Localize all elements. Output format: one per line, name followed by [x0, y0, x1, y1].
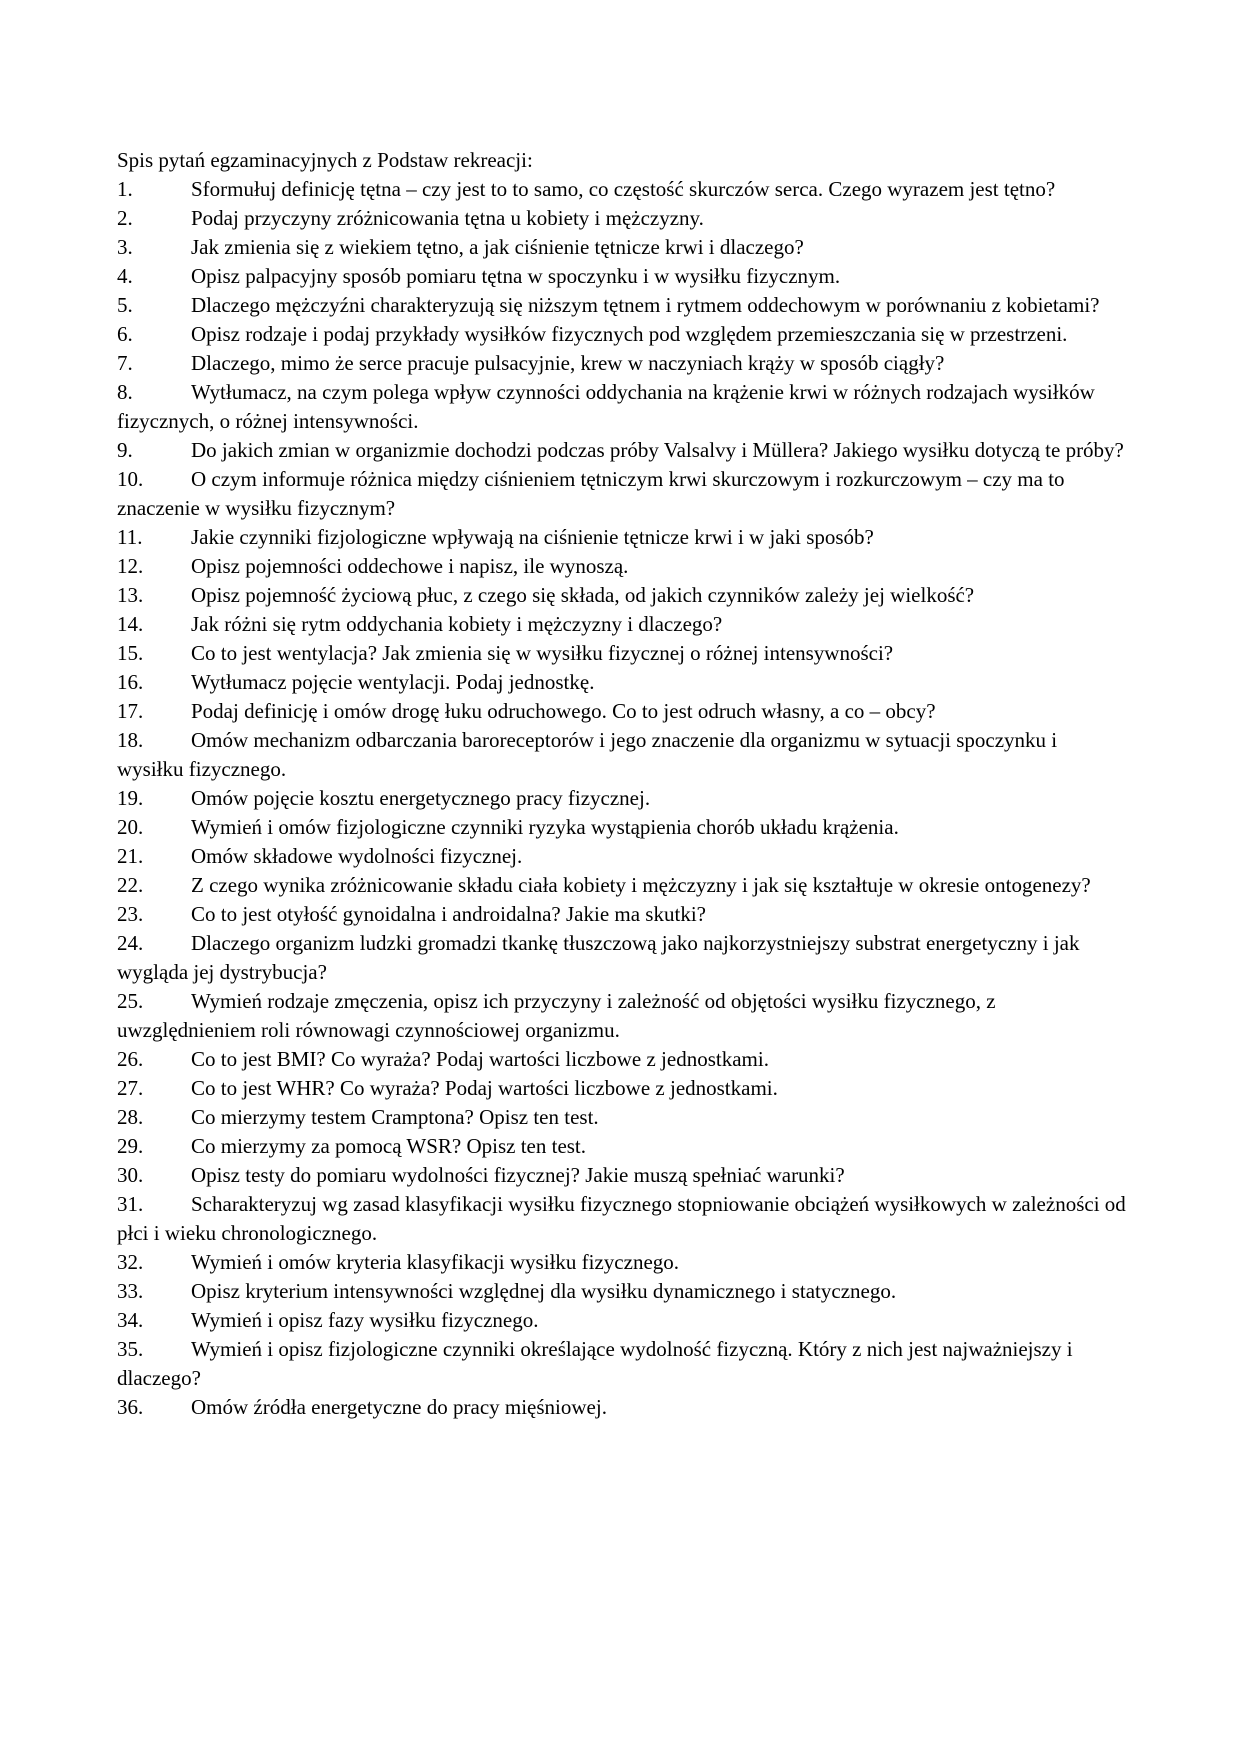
question-text: Jak zmienia się z wiekiem tętno, a jak ciśnienie tętnicze krwi i dlaczego? — [191, 235, 804, 259]
question-item — [117, 1306, 1127, 1335]
question-item — [117, 900, 1127, 929]
question-number: 17. — [117, 699, 144, 723]
question-item — [117, 378, 1127, 436]
question-number: 4. — [117, 264, 133, 288]
question-text: Dlaczego mężczyźni charakteryzują się niższym tętnem i rytmem oddechowym w porównaniu z kobietami? — [191, 293, 1100, 317]
question-number: 1. — [117, 177, 133, 201]
question-text: Wymień rodzaje zmęczenia, opisz ich przyczyny i zależność od objętości wysiłku fizycznego, z uwzględnieniem roli równowagi czynnościowej organizmu. — [117, 989, 996, 1042]
question-number: 15. — [117, 641, 144, 665]
question-text: Dlaczego, mimo że serce pracuje pulsacyjnie, krew w naczyniach krąży w sposób ciągły? — [191, 351, 945, 375]
question-number: 30. — [117, 1163, 144, 1187]
question-number: 2. — [117, 206, 133, 230]
question-item — [117, 581, 1127, 610]
question-text: Wymień i omów fizjologiczne czynniki ryzyka wystąpienia chorób układu krążenia. — [191, 815, 899, 839]
question-item — [117, 871, 1127, 900]
question-item — [117, 842, 1127, 871]
question-number: 25. — [117, 989, 144, 1013]
question-list — [117, 175, 1127, 1422]
question-text: Wymień i omów kryteria klasyfikacji wysiłku fizycznego. — [191, 1250, 680, 1274]
question-item — [117, 1393, 1127, 1422]
question-item — [117, 1074, 1127, 1103]
question-number: 18. — [117, 728, 144, 752]
question-text: Wytłumacz, na czym polega wpływ czynności oddychania na krążenie krwi w różnych rodzajach wysiłków fizycznych, o różnej intensywności. — [117, 380, 1095, 433]
question-number: 10. — [117, 467, 144, 491]
question-text: Omów pojęcie kosztu energetycznego pracy fizycznej. — [191, 786, 651, 810]
question-text: O czym informuje różnica między ciśnieniem tętniczym krwi skurczowym i rozkurczowym – czy ma to znaczenie w wysiłku fizycznym? — [117, 467, 1065, 520]
question-item — [117, 320, 1127, 349]
question-number: 9. — [117, 438, 133, 462]
question-item — [117, 436, 1127, 465]
question-text: Co to jest otyłość gynoidalna i androidalna? Jakie ma skutki? — [191, 902, 706, 926]
question-item — [117, 1045, 1127, 1074]
question-text: Do jakich zmian w organizmie dochodzi podczas próby Valsalvy i Müllera? Jakiego wysiłku dotyczą te próby? — [191, 438, 1124, 462]
question-text: Podaj definicję i omów drogę łuku odruchowego. Co to jest odruch własny, a co – obcy? — [191, 699, 936, 723]
question-item — [117, 1132, 1127, 1161]
question-item — [117, 291, 1127, 320]
question-item — [117, 262, 1127, 291]
question-number: 7. — [117, 351, 133, 375]
question-text: Co to jest WHR? Co wyraża? Podaj wartości liczbowe z jednostkami. — [191, 1076, 778, 1100]
question-number: 19. — [117, 786, 144, 810]
question-item — [117, 1248, 1127, 1277]
question-number: 34. — [117, 1308, 144, 1332]
question-text: Opisz pojemność życiową płuc, z czego się składa, od jakich czynników zależy jej wielkość? — [191, 583, 975, 607]
question-item — [117, 668, 1127, 697]
question-text: Wymień i opisz fizjologiczne czynniki określające wydolność fizyczną. Który z nich jest najważniejszy i dlaczego? — [117, 1337, 1073, 1390]
question-item — [117, 987, 1127, 1045]
question-number: 6. — [117, 322, 133, 346]
question-text: Opisz pojemności oddechowe i napisz, ile wynoszą. — [191, 554, 629, 578]
question-text: Wytłumacz pojęcie wentylacji. Podaj jednostkę. — [191, 670, 595, 694]
question-number: 5. — [117, 293, 133, 317]
question-item — [117, 784, 1127, 813]
question-item — [117, 175, 1127, 204]
question-number: 26. — [117, 1047, 144, 1071]
question-item — [117, 726, 1127, 784]
question-number: 3. — [117, 235, 133, 259]
document-title: Spis pytań egzaminacyjnych z Podstaw rekreacji: — [117, 148, 533, 172]
question-number: 22. — [117, 873, 144, 897]
question-item — [117, 610, 1127, 639]
question-item — [117, 349, 1127, 378]
question-number: 13. — [117, 583, 144, 607]
question-text: Sformułuj definicję tętna – czy jest to to samo, co częstość skurczów serca. Czego wyrazem jest tętno? — [191, 177, 1056, 201]
question-item — [117, 233, 1127, 262]
question-number: 16. — [117, 670, 144, 694]
question-text: Opisz testy do pomiaru wydolności fizycznej? Jakie muszą spełniać warunki? — [191, 1163, 845, 1187]
document-page — [117, 146, 1127, 1422]
question-number: 24. — [117, 931, 144, 955]
question-number: 33. — [117, 1279, 144, 1303]
question-number: 20. — [117, 815, 144, 839]
question-text: Z czego wynika zróżnicowanie składu ciała kobiety i mężczyzny i jak się kształtuje w okresie ontogenezy? — [191, 873, 1091, 897]
question-number: 36. — [117, 1395, 144, 1419]
question-number: 11. — [117, 525, 143, 549]
question-text: Dlaczego organizm ludzki gromadzi tkankę tłuszczową jako najkorzystniejszy substrat energetyczny i jak wygląda jej dystrybucja? — [117, 931, 1080, 984]
question-text: Co to jest wentylacja? Jak zmienia się w wysiłku fizycznej o różnej intensywności? — [191, 641, 894, 665]
question-number: 32. — [117, 1250, 144, 1274]
question-text: Jakie czynniki fizjologiczne wpływają na ciśnienie tętnicze krwi i w jaki sposób? — [191, 525, 874, 549]
question-number: 27. — [117, 1076, 144, 1100]
question-text: Opisz kryterium intensywności względnej dla wysiłku dynamicznego i statycznego. — [191, 1279, 897, 1303]
question-text: Co to jest BMI? Co wyraża? Podaj wartości liczbowe z jednostkami. — [191, 1047, 769, 1071]
question-number: 14. — [117, 612, 144, 636]
question-text: Omów składowe wydolności fizycznej. — [191, 844, 523, 868]
question-item — [117, 639, 1127, 668]
question-item — [117, 813, 1127, 842]
question-text: Opisz rodzaje i podaj przykłady wysiłków fizycznych pod względem przemieszczania się w przestrzeni. — [191, 322, 1068, 346]
question-text: Omów źródła energetyczne do pracy mięśniowej. — [191, 1395, 607, 1419]
question-item — [117, 523, 1127, 552]
question-item — [117, 1335, 1127, 1393]
question-item — [117, 204, 1127, 233]
question-number: 28. — [117, 1105, 144, 1129]
question-item — [117, 697, 1127, 726]
question-text: Omów mechanizm odbarczania baroreceptorów i jego znaczenie dla organizmu w sytuacji spoczynku i wysiłku fizycznego. — [117, 728, 1058, 781]
question-text: Podaj przyczyny zróżnicowania tętna u kobiety i mężczyzny. — [191, 206, 704, 230]
question-text: Wymień i opisz fazy wysiłku fizycznego. — [191, 1308, 539, 1332]
question-item — [117, 1103, 1127, 1132]
question-item — [117, 465, 1127, 523]
question-text: Scharakteryzuj wg zasad klasyfikacji wysiłku fizycznego stopniowanie obciążeń wysiłkowych w zależności od płci i wieku chronologicznego. — [117, 1192, 1126, 1245]
question-number: 31. — [117, 1192, 144, 1216]
question-number: 29. — [117, 1134, 144, 1158]
question-item — [117, 552, 1127, 581]
question-text: Opisz palpacyjny sposób pomiaru tętna w spoczynku i w wysiłku fizycznym. — [191, 264, 841, 288]
question-text: Co mierzymy za pomocą WSR? Opisz ten test. — [191, 1134, 587, 1158]
question-text: Co mierzymy testem Cramptona? Opisz ten test. — [191, 1105, 599, 1129]
question-text: Jak różni się rytm oddychania kobiety i mężczyzny i dlaczego? — [191, 612, 723, 636]
question-item — [117, 1161, 1127, 1190]
question-number: 35. — [117, 1337, 144, 1361]
question-number: 21. — [117, 844, 144, 868]
question-number: 8. — [117, 380, 133, 404]
question-item — [117, 1190, 1127, 1248]
question-item — [117, 929, 1127, 987]
question-number: 12. — [117, 554, 144, 578]
question-item — [117, 1277, 1127, 1306]
question-number: 23. — [117, 902, 144, 926]
